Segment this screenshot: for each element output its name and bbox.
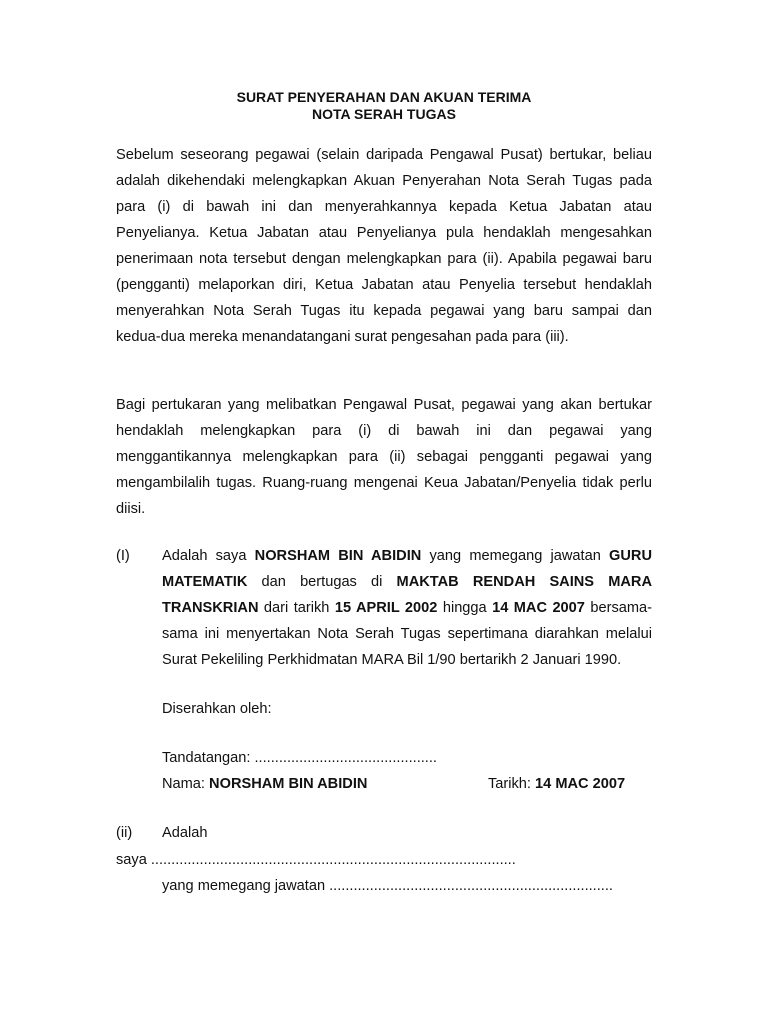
officer-name: NORSHAM BIN ABIDIN: [254, 548, 422, 564]
item-i-text-3: dan bertugas di: [247, 574, 397, 590]
item-i-text-1: Adalah saya: [162, 548, 255, 564]
submitted-by-label: Diserahkan oleh:: [162, 701, 272, 717]
name-line: [162, 771, 367, 797]
intro-paragraph: Sebelum seseorang pegawai (selain daripada Pengawal Pusat) bertukar, beliau adalah dikehendaki melengkapkan Akuan Penyerahan Nota Serah Tugas pada para (i) di bawah ini dan menyerahkannya kepada Ketua Jabatan atau Penyelianya. Ketua Jabatan atau Penyelianya pula hendaklah mengesahkan penerimaan nota tersebut dengan melengkapkan para (ii). Apabila pegawai baru (pengganti) melaporkan diri, Ketua Jabatan atau Penyelia tersebut hendaklah menyerahkan Nota Serah Tugas itu kepada pegawai yang baru sampai dan kedua-dua mereka menandatangani surat pengesahan pada para (iii).: [116, 147, 652, 345]
item-i-text-2: yang memegang jawatan: [421, 548, 610, 564]
item-i-text-4: dari tarikh: [258, 600, 335, 616]
item-i-text-5: hingga: [437, 600, 493, 616]
item-ii-position-line: yang memegang jawatan ......................................................................: [162, 878, 613, 894]
service-date-to: 14 MAC 2007: [492, 600, 585, 616]
name-label: Nama:: [162, 776, 210, 792]
date-label: Tarikh:: [488, 776, 536, 792]
item-i-label: (I): [116, 548, 130, 564]
signature-line: Tandatangan: .............................................: [162, 750, 437, 766]
date-line: [488, 771, 625, 797]
item-ii-label: (ii): [116, 825, 133, 841]
central-controller-paragraph: Bagi pertukaran yang melibatkan Pengawal Pusat, pegawai yang akan bertukar hendaklah melengkapkan para (i) di bawah ini dan pegawai yang menggantikannya melengkapkan para (ii) sebagai pengganti pegawai yang mengambilalih tugas. Ruang-ruang mengenai Keua Jabatan/Penyelia tidak perlu diisi.: [116, 397, 652, 517]
item-i-text-6: bersama-sama ini menyertakan Nota Serah Tugas sepertimana diarahkan melalui Surat Pekeliling Perkhidmatan MARA Bil 1/90 bertarikh 2 Januari 1990.: [162, 600, 652, 668]
officer-position: GURU MATEMATIK: [162, 548, 652, 590]
document-title-line2: NOTA SERAH TUGAS: [312, 106, 456, 122]
name-value: NORSHAM BIN ABIDIN: [209, 776, 368, 792]
officer-workplace: MAKTAB RENDAH SAINS MARA TRANSKRIAN: [162, 574, 652, 616]
item-ii-saya-line: saya ..........................................................................................: [116, 852, 516, 868]
service-date-from: 15 APRIL 2002: [334, 600, 438, 616]
item-ii-adalah: Adalah: [162, 825, 208, 841]
date-value: 14 MAC 2007: [535, 776, 626, 792]
document-title-line1: SURAT PENYERAHAN DAN AKUAN TERIMA: [236, 89, 532, 105]
item-i-statement: [162, 543, 652, 673]
